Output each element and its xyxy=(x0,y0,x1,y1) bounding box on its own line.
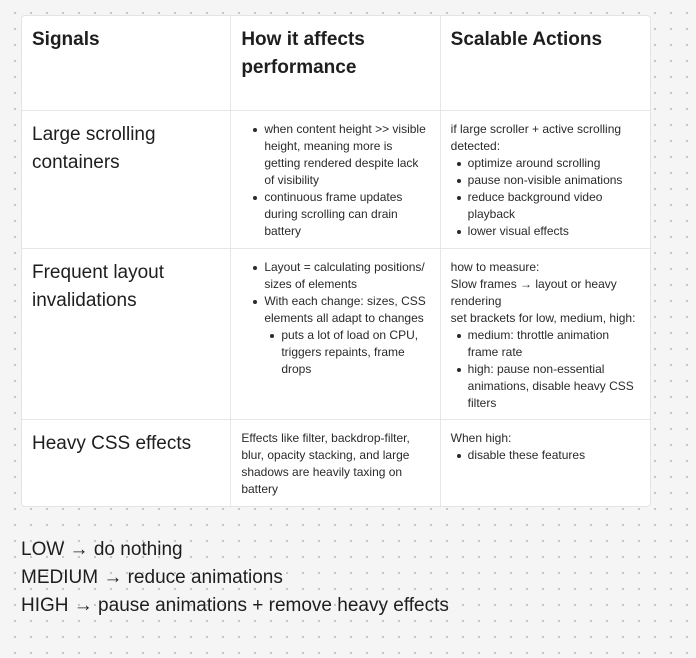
actions-intro: if large scroller + active scrolling detected: xyxy=(450,122,622,153)
actions-cell[interactable] xyxy=(441,249,650,419)
table-row xyxy=(22,249,650,420)
table-header-row xyxy=(22,16,650,111)
effects-cell[interactable]: Effects like filter, backdrop-filter, blur, opacity stacking, and large shadows are heavily taxing on battery xyxy=(231,420,440,506)
summary-text[interactable] xyxy=(21,536,449,620)
summary-line-low: LOW → do nothing xyxy=(21,539,183,560)
list-item: pause non-visible animations xyxy=(451,172,640,189)
actions-intro: When high: xyxy=(450,431,512,445)
list-item: lower visual effects xyxy=(451,223,640,240)
list-item: puts a lot of load on CPU, triggers repaints, frame drops xyxy=(264,327,429,378)
signal-cell[interactable]: Large scrolling containers xyxy=(22,111,231,248)
list-item: reduce background video playback xyxy=(451,189,640,223)
header-actions[interactable]: Scalable Actions xyxy=(450,29,603,50)
list-item: medium: throttle animation frame rate xyxy=(451,327,640,361)
summary-line-medium: MEDIUM → reduce animations xyxy=(21,567,283,588)
actions-cell[interactable] xyxy=(441,420,650,506)
signals-table xyxy=(21,15,651,507)
actions-list xyxy=(451,327,640,412)
actions-cell[interactable] xyxy=(441,111,650,248)
header-performance[interactable]: How it affects performance xyxy=(231,16,440,110)
list-item: optimize around scrolling xyxy=(451,155,640,172)
effects-nested-list xyxy=(247,327,429,378)
effects-list xyxy=(247,259,429,327)
effects-cell[interactable] xyxy=(231,111,440,248)
list-item: Layout = calculating positions/ sizes of elements xyxy=(247,259,429,293)
actions-list xyxy=(451,447,640,464)
actions-line: set brackets for low, medium, high: xyxy=(450,311,636,325)
list-item: when content height >> visible height, meaning more is getting rendered despite lack of visibility xyxy=(247,121,429,189)
list-item: continuous frame updates during scrolling can drain battery xyxy=(247,189,429,240)
actions-intro: how to measure: xyxy=(450,260,540,274)
list-item: disable these features xyxy=(451,447,640,464)
header-signals[interactable]: Signals xyxy=(22,16,231,110)
effects-cell[interactable] xyxy=(231,249,440,419)
actions-line: Slow frames → layout or heavy rendering xyxy=(450,277,617,308)
signal-cell[interactable]: Frequent layout invalidations xyxy=(22,249,231,419)
table-row xyxy=(22,111,650,249)
signal-cell[interactable]: Heavy CSS effects xyxy=(22,420,231,506)
list-item: With each change: sizes, CSS elements all adapt to changes xyxy=(247,293,429,327)
list-item: high: pause non-essential animations, disable heavy CSS filters xyxy=(451,361,640,412)
actions-list xyxy=(451,155,640,240)
summary-line-high: HIGH → pause animations + remove heavy effects xyxy=(21,595,449,616)
table-row xyxy=(22,420,650,506)
effects-list xyxy=(247,121,429,240)
